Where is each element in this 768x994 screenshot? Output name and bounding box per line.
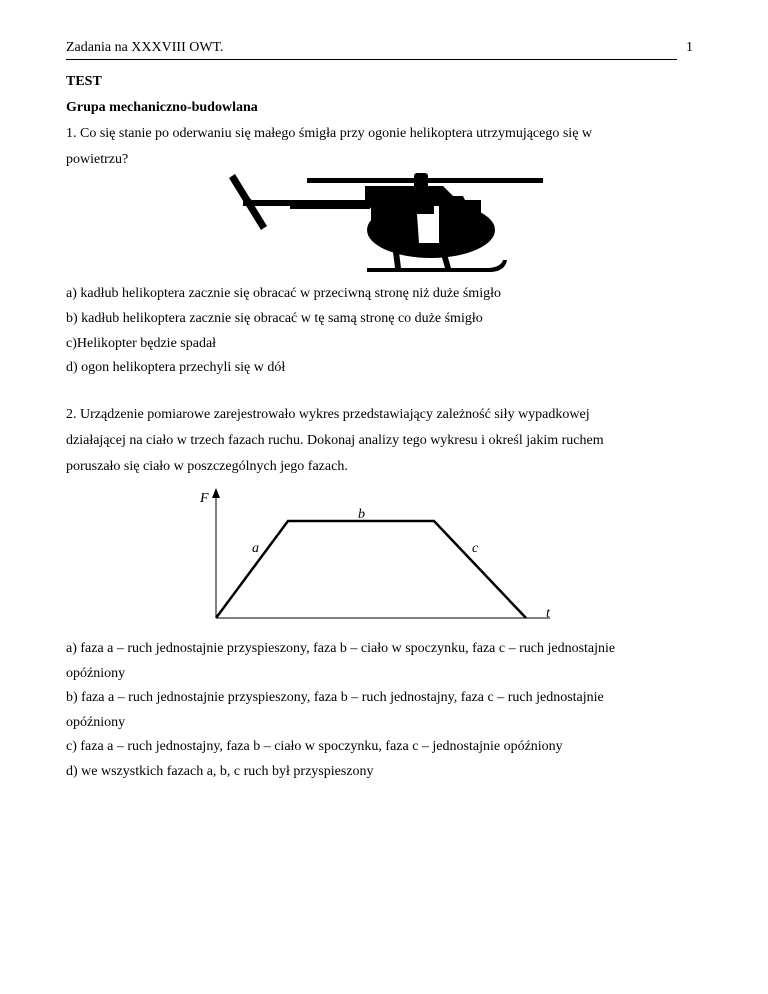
phase-c-label: c	[472, 541, 479, 556]
group-title: Grupa mechaniczno-budowlana	[66, 100, 258, 115]
force-time-graph	[190, 482, 570, 632]
question1-text-line1: 1. Co się stanie po oderwaniu się małego śmigła przy ogonie helikoptera utrzymującego się w	[66, 126, 593, 141]
section-title: TEST	[66, 74, 102, 89]
y-axis-label: F	[200, 491, 209, 506]
y-axis-arrow	[212, 488, 220, 498]
helicopter-figure	[215, 168, 555, 278]
q2-answer-c: c) faza a – ruch jednostajny, faza b – ciało w spoczynku, faza c – jednostajnie opóźniony	[66, 739, 563, 754]
phase-a-label: a	[252, 541, 259, 556]
header-title: Zadania na XXXVIII OWT.	[66, 40, 224, 55]
q1-answer-a: a) kadłub helikoptera zacznie się obracać w przeciwną stronę niż duże śmigło	[66, 286, 501, 301]
q2-answer-b-line2: opóźniony	[66, 715, 126, 730]
question2-text-line1: 2. Urządzenie pomiarowe zarejestrowało wykres przedstawiający zależność siły wypadkowej	[66, 407, 590, 422]
x-axis-label: t	[546, 606, 550, 621]
header-rule	[66, 59, 677, 60]
phase-b-label: b	[358, 507, 365, 522]
question1-text-line2: powietrzu?	[66, 152, 129, 167]
question2-text-line2: działającej na ciało w trzech fazach ruchu. Dokonaj analizy tego wykresu i określ jakim ruchem	[66, 433, 604, 448]
q1-answer-c: c)Helikopter będzie spadał	[66, 336, 217, 351]
q2-answer-b-line1: b) faza a – ruch jednostajnie przyspieszony, faza b – ruch jednostajny, faza c – ruch jednostajnie	[66, 690, 604, 705]
q2-answer-d: d) we wszystkich fazach a, b, c ruch był przyspieszony	[66, 764, 374, 779]
question2-text-line3: poruszało się ciało w poszczególnych jego fazach.	[66, 459, 348, 474]
q1-answer-b: b) kadłub helikoptera zacznie się obracać w tę samą stronę co duże śmigło	[66, 311, 483, 326]
force-curve	[216, 521, 526, 618]
q2-answer-a-line1: a) faza a – ruch jednostajnie przyspieszony, faza b – ciało w spoczynku, faza c – ruch jednostajnie	[66, 641, 616, 656]
q2-answer-a-line2: opóźniony	[66, 666, 126, 681]
page-number: 1	[686, 40, 693, 55]
q1-answer-d: d) ogon helikoptera przechyli się w dół	[66, 360, 286, 375]
